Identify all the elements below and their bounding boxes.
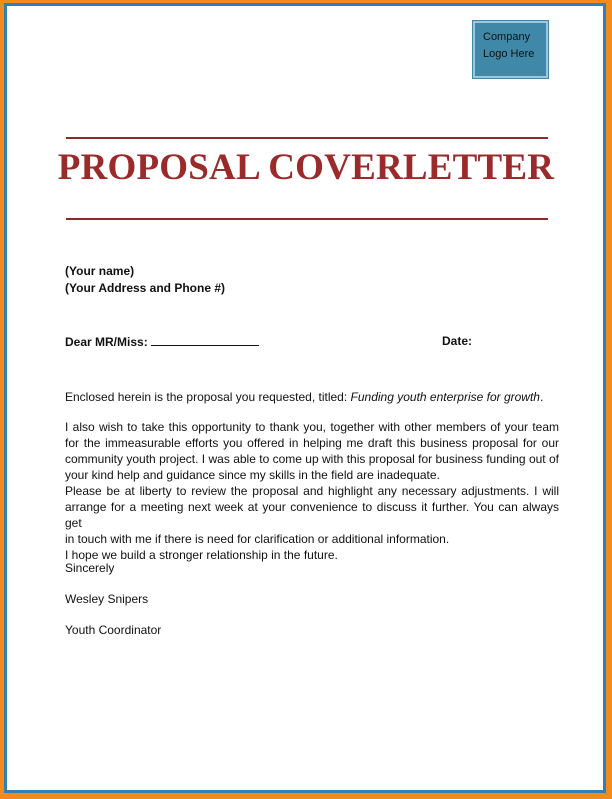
logo-line-2: Logo Here (483, 48, 535, 60)
intro-text: Enclosed herein is the proposal you requested, titled: (65, 390, 348, 404)
document-title: PROPOSAL COVERLETTER (57, 147, 555, 188)
intro-end: . (539, 390, 544, 404)
paragraph-line: in touch with me if there is need for clarification or additional information. (65, 532, 450, 546)
date-label: Date: (442, 334, 473, 348)
paragraph-line: your kind help and guidance since my skills in the field are inadequate. (65, 468, 440, 482)
proposal-title: Funding youth enterprise for growth (350, 390, 540, 404)
salutation-label: Dear MR/Miss: (65, 335, 148, 349)
paragraph-line: I also wish to take this opportunity to thank you, together with other members of your team (65, 420, 559, 434)
title-rule-top (66, 137, 548, 139)
signature-name: Wesley Snipers (65, 592, 149, 606)
review-paragraph (65, 483, 559, 563)
paragraph-line: Please be at liberty to review the proposal and highlight any necessary adjustments. I will (65, 484, 559, 498)
thanks-paragraph (65, 419, 559, 483)
paragraph-line: community youth project. I was able to come up with this proposal for business funding out of (65, 452, 559, 466)
company-logo-placeholder (473, 21, 548, 78)
paragraph-line: for the immeasurable efforts you offered in helping me draft this business proposal for our (65, 436, 559, 450)
recipient-blank-line (151, 334, 259, 346)
signature-title: Youth Coordinator (65, 623, 162, 637)
title-rule-bottom (66, 218, 548, 220)
sender-name: (Your name) (65, 264, 135, 278)
relationship-line: I hope we build a stronger relationship in the future. (65, 548, 338, 562)
paragraph-line: arrange for a meeting next week at your convenience to discuss it further. You can always get (65, 500, 559, 530)
logo-line-1: Company (483, 31, 531, 43)
sender-address: (Your Address and Phone #) (65, 281, 226, 295)
salutation (65, 334, 259, 349)
closing: Sincerely (65, 561, 115, 575)
intro-paragraph (65, 390, 543, 404)
